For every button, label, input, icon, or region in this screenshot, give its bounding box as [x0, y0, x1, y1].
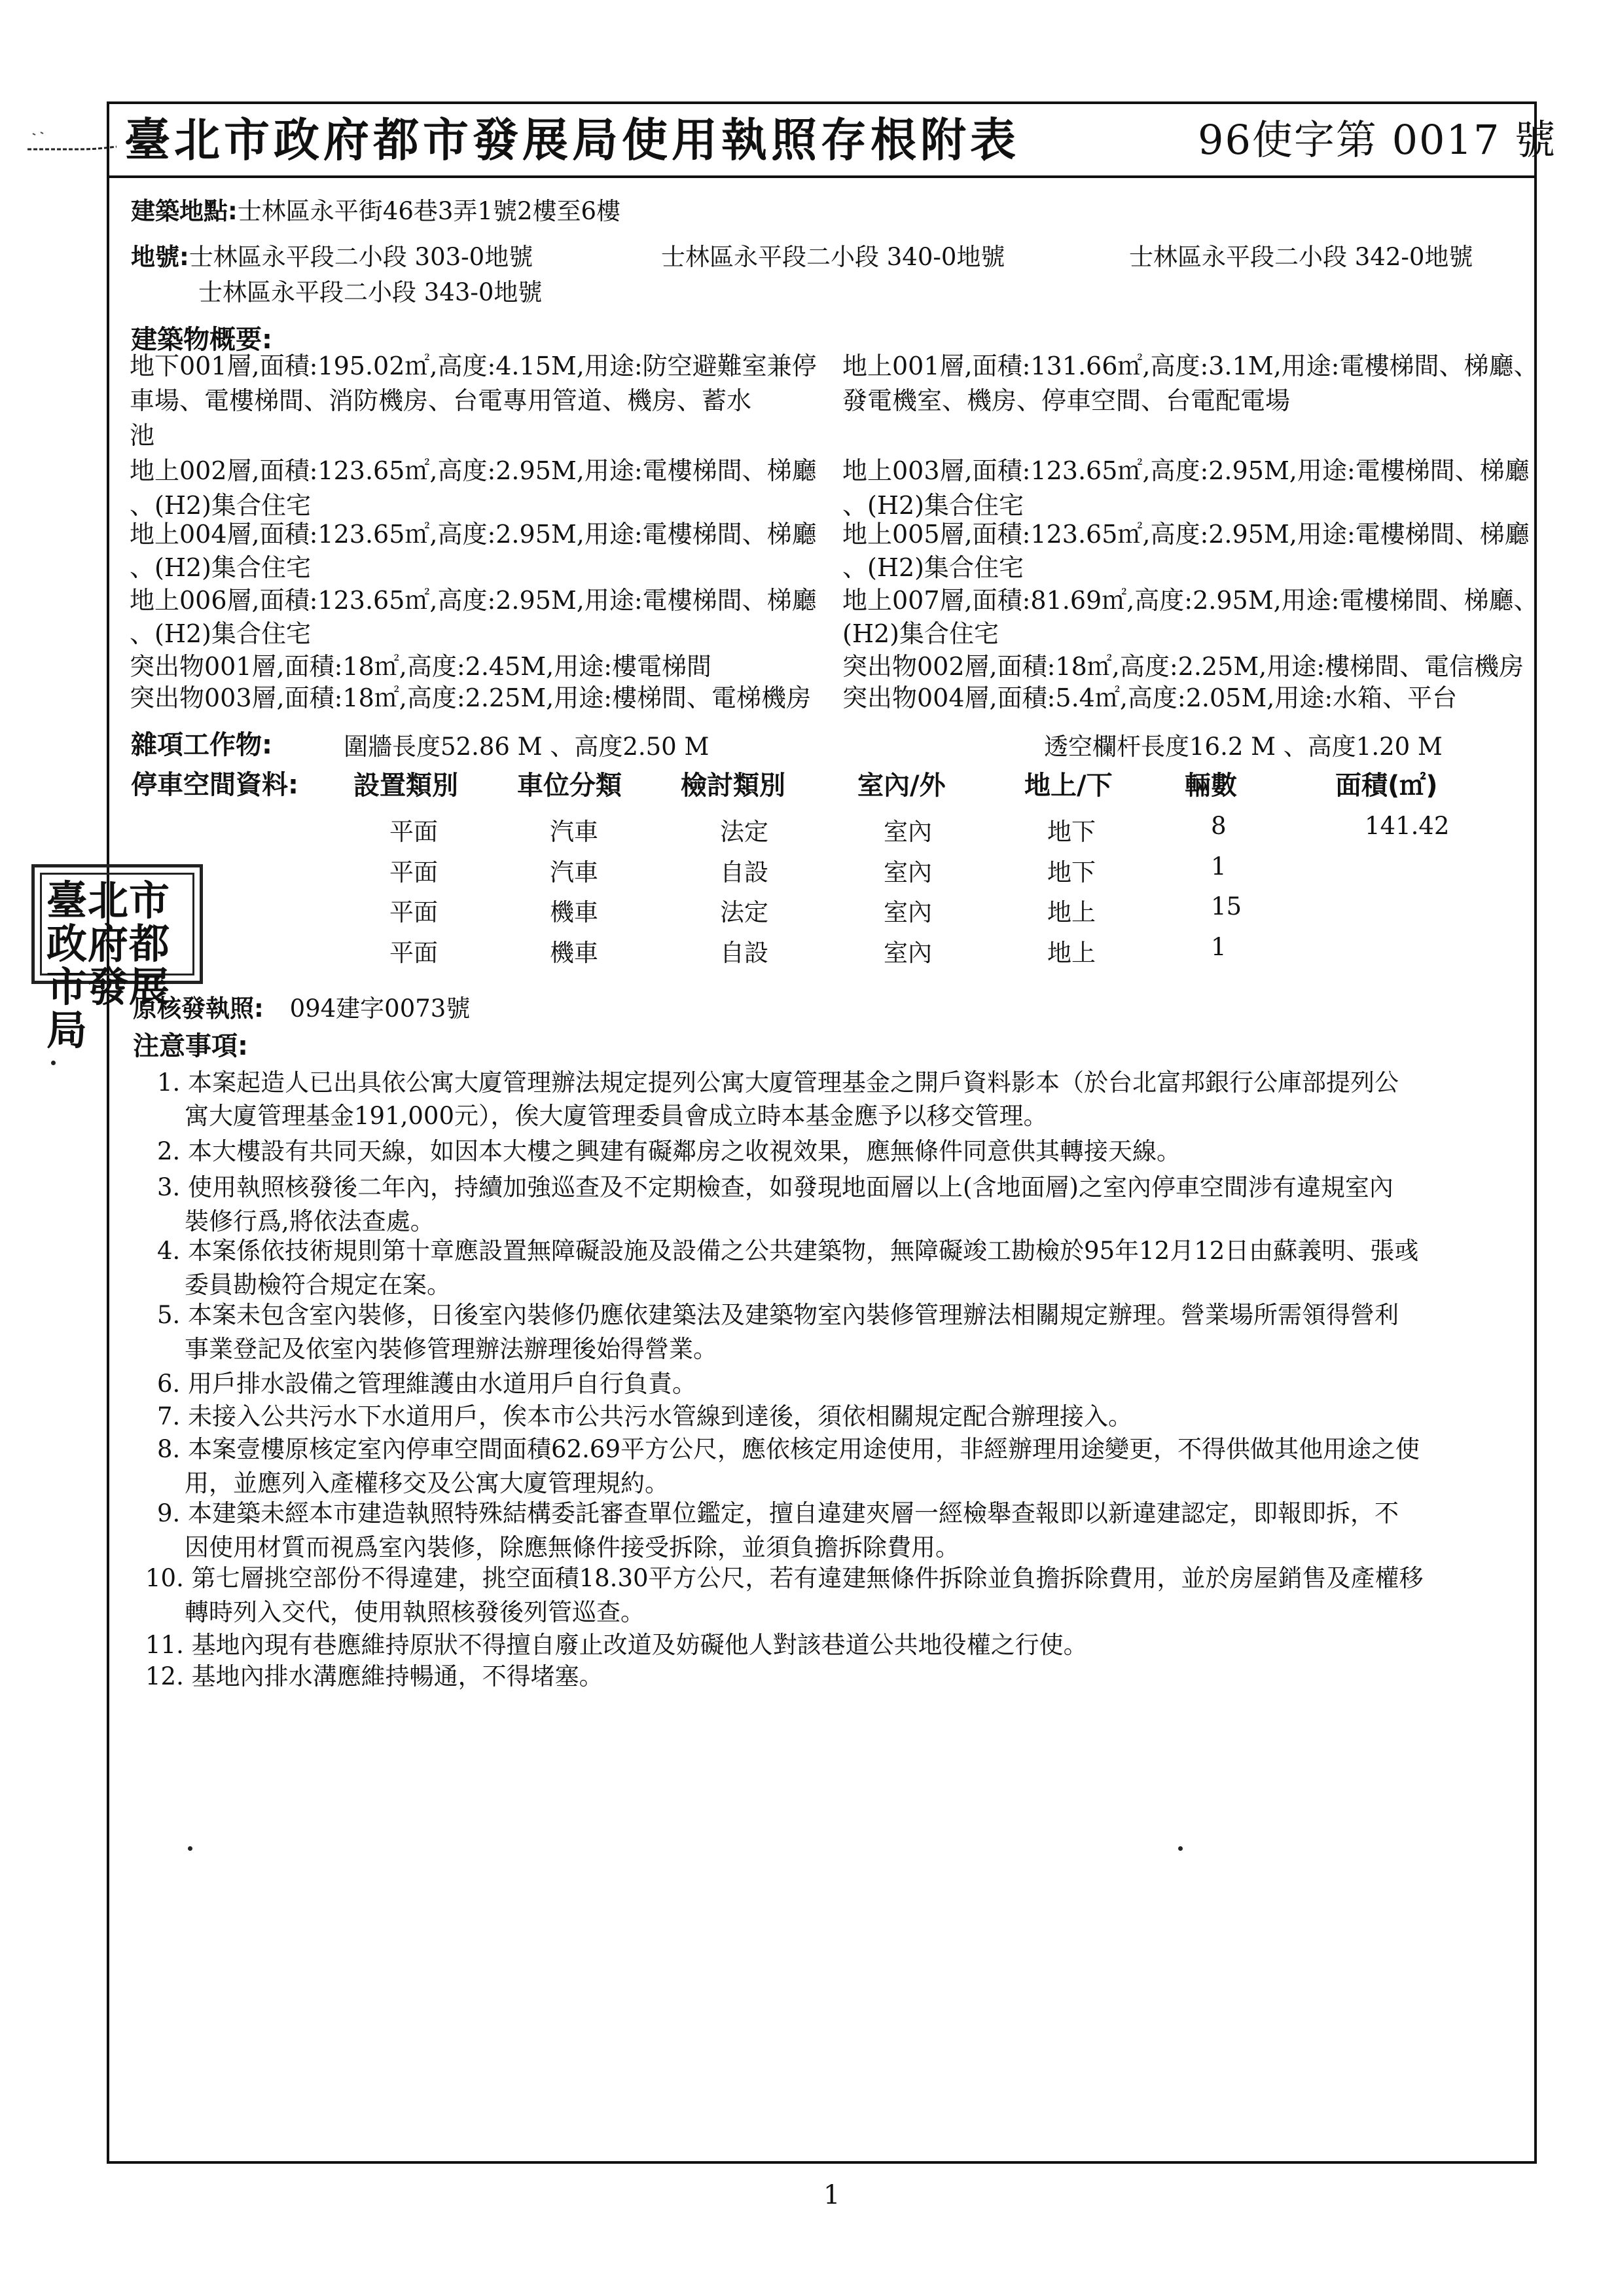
note-line-continued: 裝修行爲,將依法查處。 — [185, 1207, 435, 1235]
parking-cell: 平面 — [389, 898, 438, 926]
misc-label: 雜項工作物: — [131, 730, 272, 760]
parking-header-cell: 檢討類別 — [681, 771, 785, 801]
parking-header-cell: 面積(㎡) — [1335, 771, 1438, 801]
overview-line-left: 地上004層,面積:123.65㎡,高度:2.95M,用途:電樓梯間、梯廳 — [130, 520, 817, 549]
parking-cell: 141.42 — [1365, 812, 1450, 840]
parking-cell: 室內 — [884, 898, 932, 926]
note-line: 2. 本大樓設有共同天線，如因本大樓之興建有礙鄰房之收視效果，應無條件同意供其轉接天線。 — [157, 1137, 1181, 1165]
parking-cell: 8 — [1211, 812, 1227, 840]
note-line-continued: 委員勘檢符合規定在案。 — [185, 1271, 451, 1299]
note-line: 8. 本案壹樓原核定室內停車空間面積62.69平方公尺，應依核定用途使用，非經辦理用途變更，不得供做其他用途之使 — [157, 1435, 1420, 1463]
overview-line-right: 、(H2)集合住宅 — [842, 491, 1024, 520]
note-line-continued: 因使用材質而視爲室內裝修，除應無條件接受拆除，並須負擔拆除費用。 — [185, 1533, 960, 1561]
note-line: 12. 基地內排水溝應維持暢通，不得堵塞。 — [145, 1662, 603, 1690]
parking-cell: 平面 — [389, 818, 438, 846]
overview-line-left: 池 — [130, 421, 155, 450]
scan-speck — [188, 1846, 192, 1851]
parking-cell: 1 — [1211, 852, 1227, 881]
location-label: 建築地點: — [131, 197, 238, 225]
document-title: 臺北市政府都市發展局使用執照存根附表 — [124, 113, 1020, 167]
scan-artifact-mark — [26, 131, 118, 151]
parking-cell: 汽車 — [550, 818, 598, 846]
note-line: 6. 用戶排水設備之管理維護由水道用戶自行負責。 — [157, 1370, 697, 1398]
overview-line-right: 突出物002層,面積:18㎡,高度:2.25M,用途:樓梯間、電信機房 — [842, 652, 1524, 681]
overview-line-right: 地上007層,面積:81.69㎡,高度:2.95M,用途:電樓梯間、梯廳、 — [842, 586, 1539, 615]
page-number: 1 — [823, 2180, 840, 2210]
header-divider — [107, 175, 1537, 178]
note-line-continued: 用，並應列入產權移交及公寓大廈管理規約。 — [185, 1469, 669, 1497]
parking-cell: 地下 — [1047, 818, 1096, 846]
parking-cell: 室內 — [884, 939, 932, 967]
parking-cell: 機車 — [550, 939, 598, 967]
original-permit-row — [133, 989, 470, 1024]
parking-cell: 平面 — [389, 858, 438, 886]
lot-item: 士林區永平段二小段 343-0地號 — [198, 278, 543, 306]
overview-line-left: 車場、電樓梯間、消防機房、台電專用管道、機房、蓄水 — [130, 386, 752, 415]
parking-header-cell: 設置類別 — [353, 771, 458, 801]
overview-line-left: 地下001層,面積:195.02㎡,高度:4.15M,用途:防空避難室兼停 — [130, 352, 817, 380]
overview-line-left: 地上006層,面積:123.65㎡,高度:2.95M,用途:電樓梯間、梯廳 — [130, 586, 817, 615]
parking-cell: 室內 — [884, 818, 932, 846]
overview-label: 建築物概要: — [131, 325, 272, 355]
lot-item: 士林區永平段二小段 340-0地號 — [661, 243, 1005, 271]
overview-line-right: 地上003層,面積:123.65㎡,高度:2.95M,用途:電樓梯間、梯廳 — [842, 456, 1530, 485]
overview-line-left: 突出物001層,面積:18㎡,高度:2.45M,用途:樓電梯間 — [130, 652, 712, 681]
parking-label: 停車空間資料: — [131, 770, 298, 800]
lot-label: 地號: — [131, 243, 189, 271]
parking-header-cell: 室內/外 — [857, 771, 946, 801]
note-line: 1. 本案起造人已出具依公寓大廈管理辦法規定提列公寓大廈管理基金之開戶資料影本（於台北富邦銀行公庫部提列公 — [157, 1068, 1399, 1097]
original-permit-value: 094建字0073號 — [289, 994, 471, 1023]
note-line: 3. 使用執照核發後二年內，持續加強巡查及不定期檢查，如發現地面層以上(含地面層)之室內停車空間涉有違規室內 — [157, 1173, 1393, 1201]
note-line: 5. 本案未包含室內裝修，日後室內裝修仍應依建築法及建築物室內裝修管理辦法相關規定辦理。營業場所需領得營利 — [157, 1301, 1399, 1329]
note-line-continued: 轉時列入交代，使用執照核發後列管巡查。 — [185, 1598, 645, 1626]
parking-cell: 15 — [1211, 892, 1242, 920]
overview-line-right: (H2)集合住宅 — [842, 619, 999, 648]
overview-line-left: 地上002層,面積:123.65㎡,高度:2.95M,用途:電樓梯間、梯廳 — [130, 456, 817, 485]
misc-railing: 透空欄杆長度16.2 M 、高度1.20 M — [1044, 733, 1443, 761]
overview-line-left: 、(H2)集合住宅 — [130, 491, 311, 520]
overview-line-left: 突出物003層,面積:18㎡,高度:2.25M,用途:樓梯間、電梯機房 — [130, 683, 812, 712]
parking-cell: 地下 — [1047, 858, 1096, 886]
location-row — [131, 191, 620, 227]
note-line: 11. 基地內現有巷應維持原狀不得擅自廢止改道及妨礙他人對該巷道公共地役權之行使。 — [145, 1631, 1088, 1659]
scan-speck — [51, 1061, 56, 1065]
overview-line-right: 發電機室、機房、停車空間、台電配電場 — [842, 386, 1291, 415]
parking-cell: 1 — [1211, 933, 1227, 961]
parking-cell: 地上 — [1047, 939, 1096, 967]
notes-label: 注意事項: — [133, 1031, 248, 1061]
parking-cell: 法定 — [720, 898, 768, 926]
note-line: 10. 第七層挑空部份不得違建，挑空面積18.30平方公尺，若有違建無條件拆除並負擔拆除費用，並於房屋銷售及產權移 — [145, 1564, 1424, 1592]
parking-header-cell: 輛數 — [1185, 771, 1237, 801]
parking-cell: 平面 — [389, 939, 438, 967]
parking-cell: 機車 — [550, 898, 598, 926]
note-line: 4. 本案係依技術規則第十章應設置無障礙設施及設備之公共建築物，無障礙竣工勘檢於95年12月12日由蘇義明、張彧 — [157, 1237, 1419, 1265]
misc-wall: 圍牆長度52.86 M 、高度2.50 M — [344, 733, 710, 761]
parking-header-cell: 地上/下 — [1024, 771, 1113, 801]
note-line-continued: 寓大廈管理基金191,000元），俟大廈管理委員會成立時本基金應予以移交管理。 — [185, 1102, 1048, 1130]
parking-cell: 法定 — [720, 818, 768, 846]
parking-cell: 自設 — [720, 858, 768, 886]
lot-item: 士林區永平段二小段 303-0地號 — [189, 243, 533, 271]
scan-speck — [1178, 1846, 1183, 1851]
overview-line-right: 地上001層,面積:131.66㎡,高度:3.1M,用途:電樓梯間、梯廳、 — [842, 352, 1539, 380]
lot-item: 士林區永平段二小段 342-0地號 — [1129, 243, 1473, 271]
parking-header-cell: 車位分類 — [517, 771, 622, 801]
lot-row — [131, 237, 533, 272]
overview-line-right: 突出物004層,面積:5.4㎡,高度:2.05M,用途:水箱、平台 — [842, 683, 1458, 712]
parking-cell: 自設 — [720, 939, 768, 967]
document-number: 96使字第 0017 號 — [1198, 116, 1557, 164]
overview-line-left: 、(H2)集合住宅 — [130, 553, 311, 582]
overview-line-left: 、(H2)集合住宅 — [130, 619, 311, 648]
parking-cell: 室內 — [884, 858, 932, 886]
original-permit-label: 原核發執照: — [133, 994, 264, 1023]
parking-cell: 汽車 — [550, 858, 598, 886]
seal-text: 臺北市政府都市發展局 — [46, 877, 171, 1054]
note-line: 7. 未接入公共污水下水道用戶，俟本市公共污水管線到達後，須依相關規定配合辦理接入。 — [157, 1402, 1133, 1430]
location-value: 士林區永平街46巷3弄1號2樓至6樓 — [237, 197, 621, 225]
overview-line-right: 地上005層,面積:123.65㎡,高度:2.95M,用途:電樓梯間、梯廳 — [842, 520, 1530, 549]
note-line-continued: 事業登記及依室內裝修管理辦法辦理後始得營業。 — [185, 1335, 717, 1363]
parking-cell: 地上 — [1047, 898, 1096, 926]
overview-line-right: 、(H2)集合住宅 — [842, 553, 1024, 582]
note-line: 9. 本建築未經本市建造執照特殊結構委託審查單位鑑定，擅自違建夾層一經檢舉查報即以新違建認定，即報即拆，不 — [157, 1499, 1399, 1527]
